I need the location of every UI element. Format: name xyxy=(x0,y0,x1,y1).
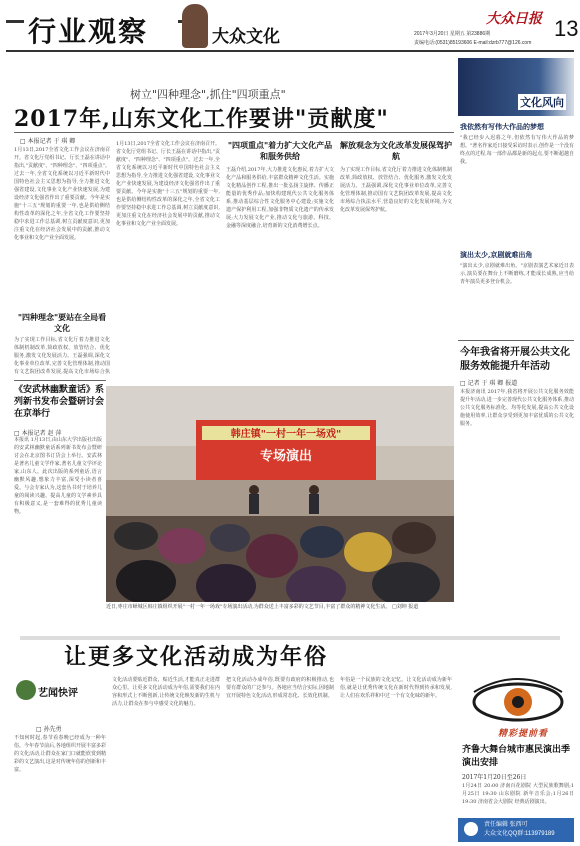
bottom-text-4: 年俗是一个民族的文化记忆。让文化活动成为新年俗,就是让优秀传统文化在新时代得到传承和发展,让人们在欢乐祥和中过一个有文化味的新年。 xyxy=(340,677,452,699)
lead-column-4: 为了实现工作目标,省文化厅着力推进文化体制机制改革,简政放权、放管结合、优化服务,激发文化发展活力。王磊强调,深化文化事业单位改革,完善文化管理体制,推动国有文艺院团改革发展,提高文化市场综合执法水平,营造良好的文化发展环境,为文化改革发展保驾护航。 xyxy=(340,167,452,213)
wind-item2-headline: 演出太少,京剧就难出角 xyxy=(460,250,533,259)
lead-byline: □ 本报记者 于 琪 卿 xyxy=(20,138,76,145)
lead-headline: 2017年,山东文化工作要讲"贡献度" xyxy=(14,106,389,132)
preview-text: 1月24日 20:00 济南百花剧院 大型民族歌舞剧;1月25日 19:30 山东剧院 新年音乐会;1月26日 19:30 济南省会大剧院 经典话剧演出。 xyxy=(462,783,574,805)
wind-item3-text: 本报济南讯 2017年,我省将开展公共文化服务效能提升年活动,进一步完善现代公共文化服务体系,推动公共文化服务标准化、均等化发展,提高公共文化设施使用效率,让群众享受到更加丰富优质的公共文化服务。 xyxy=(460,389,574,427)
lead-kicker: 树立"四种理念",抓住"四项重点" xyxy=(130,88,286,101)
divider xyxy=(14,132,454,133)
column-badge xyxy=(8,676,106,716)
preview-date: 2017年1月20日至26日 xyxy=(462,774,527,781)
bottom-text-2: 文化活动要贴近群众、贴近生活,才能真正走进群众心里。让更多文化活动成为年俗,需要我们在内容和形式上不断创新,让传统文化焕发新的生机与活力,让群众在参与中感受文化的魅力。 xyxy=(112,677,220,707)
issue-meta: 2017年3月20日 星期五 第23886期 xyxy=(414,31,491,37)
culture-wind-title: 文化风向 xyxy=(520,96,564,109)
section-subtitle: 大众文化 xyxy=(212,27,280,47)
lead-col3-subhead: 解放观念为文化改革发展保驾护航 xyxy=(340,140,452,161)
lead-column-2: 1月13日,2017全省文化工作会议在济南召开。省文化厅党组书记、厅长王磊在讲话中指出,"贡献度"、"四种理念"、"四项重点"。过去一年,全省文化系统以习近平新时代中国特色社会主义思想为指导,全力推进文化强省建设,文化事业文化产业快速发展,为建设经济文化强省作出了重要贡献。今年是实施"十三五"规划的重要一年,也是供给侧结构性改革的深化之年,全省文化工作要坚持稳中求进工作总基调,树立贡献度意识,更加注重文化在经济社会发展中的贡献,推动文化事业和文化产业全面发展。 xyxy=(116,141,220,227)
photo-caption: 近日,枣庄市峄城区韩庄镇组织开展"一村一年一场戏"专场演出活动,为群众送上丰富多彩的文艺节目,丰富了群众的精神文化生活。 □刘坤 报道 xyxy=(106,604,419,610)
masthead-figure-illustration xyxy=(182,4,208,48)
lead-col1-subhead: "四种理念"要站在全局看文化 xyxy=(17,312,107,333)
svg-text:韩庄镇"一村一年一场戏": 韩庄镇"一村一年一场戏" xyxy=(230,429,342,440)
contact-meta: 责编电话:(0531)85193606 E-mail:dzrb777@126.com xyxy=(414,40,532,46)
lead-col2-subhead: "四项重点"着力扩大文化产品和服务供给 xyxy=(227,140,333,161)
editor-qq-group: 大众文化QQ群:113979189 xyxy=(484,831,555,837)
wind-item3-byline: □ 记者 于 琪 卿 报道 xyxy=(460,380,518,387)
page-number: 13 xyxy=(554,16,579,41)
column-author: □ 孙先勇 xyxy=(36,726,62,733)
divider xyxy=(14,380,106,381)
bottom-headline: 让更多文化活动成为年俗 xyxy=(64,644,329,670)
masthead xyxy=(6,4,579,52)
editor-icon xyxy=(464,822,478,836)
performance-photo xyxy=(106,386,454,602)
wind-item3-headline: 今年我省将开展公共文化服务效能提升年活动 xyxy=(460,347,570,372)
wind-item2-text: "演出太少,京剧就难出角。"京剧表演艺术家近日表示,演员要在舞台上不断磨练,才能成长成熟,应当给青年演员更多登台机会。 xyxy=(460,263,574,285)
wind-item1-headline: 我依然有写伟大作品的梦想 xyxy=(460,122,544,131)
wind-item1-text: "我已经步入迟暮之年,但依然有写伟大作品的梦想。"著名作家近日接受采访时表示,创作是一个没有终点的过程,每一部作品都是新的起点,要不断超越自我。 xyxy=(460,135,574,165)
section-title: 行业观察 xyxy=(28,15,149,48)
left-story-headline: 《安武林幽默童话》系列新书发布会暨研讨会在京举行 xyxy=(14,385,105,419)
lead-column-1: 1月13日,2017全省文化工作会议在济南召开。省文化厅党组书记、厅长王磊在讲话中指出,"贡献度"、"四种理念"、"四项重点"。过去一年,全省文化系统以习近平新时代中国特色社会主义思想为指导,全力推进文化强省建设,文化事业文化产业快速发展,为建设经济文化强省作出了重要贡献。今年是实施"十三五"规划的重要一年,也是供给侧结构性改革的深化之年,全省文化工作要坚持稳中求进工作总基调,树立贡献度意识,更加注重文化在经济社会发展中的贡献,推动文化事业和文化产业全面发展。 xyxy=(14,147,110,241)
left-story-byline: □ 本报记者 赵 萍 xyxy=(14,430,62,437)
editor-name: 责任编辑 张西可 xyxy=(484,822,528,828)
newspaper-logo: 大众日报 xyxy=(486,11,542,27)
column-title: 艺闻快评 xyxy=(38,688,78,699)
left-story-text: 本报讯 1月13日,由山东大学出版社出版的安武林幽默童话系列新书发布会暨研讨会在北京图书订货会上举行。安武林是著名儿童文学作家,著名儿童文学评论家,山东人。此次出版的系列童话,语言幽默风趣,想象力丰富,深受小读者喜爱。与会专家认为,这套丛书对于培养儿童的阅读兴趣、提高儿童的文学素养具有积极意义,是一套难得的优秀儿童读物。 xyxy=(14,437,102,515)
column-badge-icon xyxy=(16,680,36,700)
bottom-text-3: 把文化活动办成年俗,既要有政府的积极推动,也要有群众的广泛参与。各地应当结合实际,因地制宜开展特色文化活动,形成常态化、长效化机制。 xyxy=(226,677,334,699)
masthead-rule xyxy=(6,20,24,23)
divider xyxy=(458,340,574,341)
preview-title: 齐鲁大舞台城市惠民演出季演出安排 xyxy=(462,745,571,768)
preview-label: 精彩提前看 xyxy=(498,729,549,739)
svg-text:专场演出: 专场演出 xyxy=(259,449,313,464)
culture-wind-panel xyxy=(458,58,574,116)
lead-column-1b: 为了实现工作目标,省文化厅着力推进文化体制机制改革,简政放权、放管结合、优化服务,激发文化发展活力。王磊强调,深化文化事业单位改革,完善文化管理体制,推动国有文艺院团改革发展,提高文化市场综合执 xyxy=(14,337,110,375)
bottom-text-1: 不知何时起,春节看春晚已经成为一种年俗。今年春节前后,各地组织开展丰富多彩的文化活动,让群众在家门口就能欣赏到精彩的文艺演出,这是对传统年俗的创新和丰富。 xyxy=(14,735,106,773)
lead-column-3: 王磊介绍,2017年,大力推进文化惠民,着力扩大文化产品和服务供给,丰富群众精神文化生活。实施文化精品创作工程,推出一批弘扬主旋律、传播正能量的优秀作品;加快构建现代公共文化服务体系,推动基层综合性文化服务中心建设;实施文化遗产保护利用工程,加强非物质文化遗产的传承发展;大力发展文化产业,推动文化与旅游、科技、金融等深度融合,培育新的文化消费增长点。 xyxy=(226,167,334,229)
